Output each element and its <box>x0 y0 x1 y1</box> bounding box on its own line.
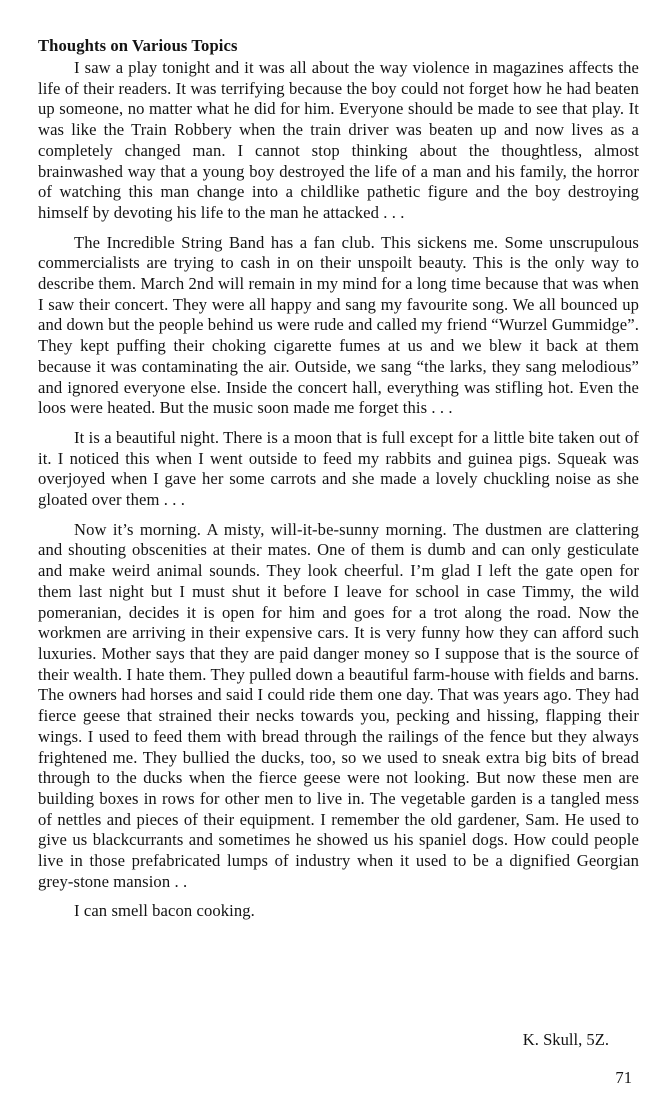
author-signature: K. Skull, 5Z. <box>522 1030 609 1049</box>
document-title: Thoughts on Various Topics <box>38 36 238 55</box>
page-number: 71 <box>615 1068 632 1087</box>
paragraph-morning: Now it’s morning. A misty, will-it-be-sunny morning. The dustmen are clattering and shouting obscenities at their mates. One of them is dumb and can only gesticulate and make weird animal sounds. They look cheerful. I’m glad I left the gate open for them last night but I must shut it before I leave for school in case Timmy, the wild pomeranian, decides it is open for him and goes for a trot along the road. Now the workmen are arriving in their expensive cars. It is very funny how they can afford such luxuries. Mother says that they are paid danger money so I suppose that is the source of their wealth. I hate them. They pulled down a beautiful farm-house with fields and barns. The owners had horses and said I could ride them one day. That was years ago. They had fierce geese that strained their necks towards you, pecking and hissing, flapping their wings. I used to feed them with bread through the railings of the fence but they always frightened me. They bullied the ducks, too, so we used to sneak extra big bits of bread through to the ducks when the fierce geese were not looking. But now these men are building boxes in rows for other men to live in. The vegetable garden is a tangled mess of nettles and pieces of their equipment. I remember the old gardener, Sam. He used to give us blackcurrants and sometimes he showed us his spaniel dogs. How could people live in those prefabricated lumps of industry when it used to be a dignified Georgian grey-stone mansion . . <box>38 519 639 891</box>
paragraph-play: I saw a play tonight and it was all about the way violence in magazines affects the life of their readers. It was terrifying because the boy could not forget how he had beaten up someone, no matter what he did for him. Everyone should be made to see that play. It was like the Train Robbery when the train driver was beaten up and now lives as a completely changed man. I cannot stop thinking about the thoughtless, almost brainwashed way that a young boy destroyed the life of a man and his family, the horror of watching this man change into a childlike pathetic figure and the boy destroying himself by devoting his life to the man he attacked . . . <box>38 58 639 222</box>
paragraph-bacon: I can smell bacon cooking. <box>74 901 255 921</box>
paragraph-night: It is a beautiful night. There is a moon that is full except for a little bite taken out of it. I noticed this when I went outside to feed my rabbits and guinea pigs. Squeak was overjoyed when I gave her some carrots and she made a lovely chuckling noise as she gloated over them . . . <box>38 427 639 510</box>
paragraph-string-band: The Incredible String Band has a fan club. This sickens me. Some unscrupulous commercialists are trying to cash in on their unspoilt beauty. This is the only way to describe them. March 2nd will remain in my mind for a long time because that was when I saw their concert. They were all happy and sang my favourite song. We all bounced up and down but the people behind us were rude and called my friend “Wurzel Gummidge”. They kept puffing their choking cigarette fumes at us and we blew it back at them because it was contaminating the air. Outside, we sang “the larks, they sang melodious” and ignored everyone else. Inside the concert hall, everything was stifling hot. Even the loos were heated. But the music soon made me forget this . . . <box>38 232 639 418</box>
